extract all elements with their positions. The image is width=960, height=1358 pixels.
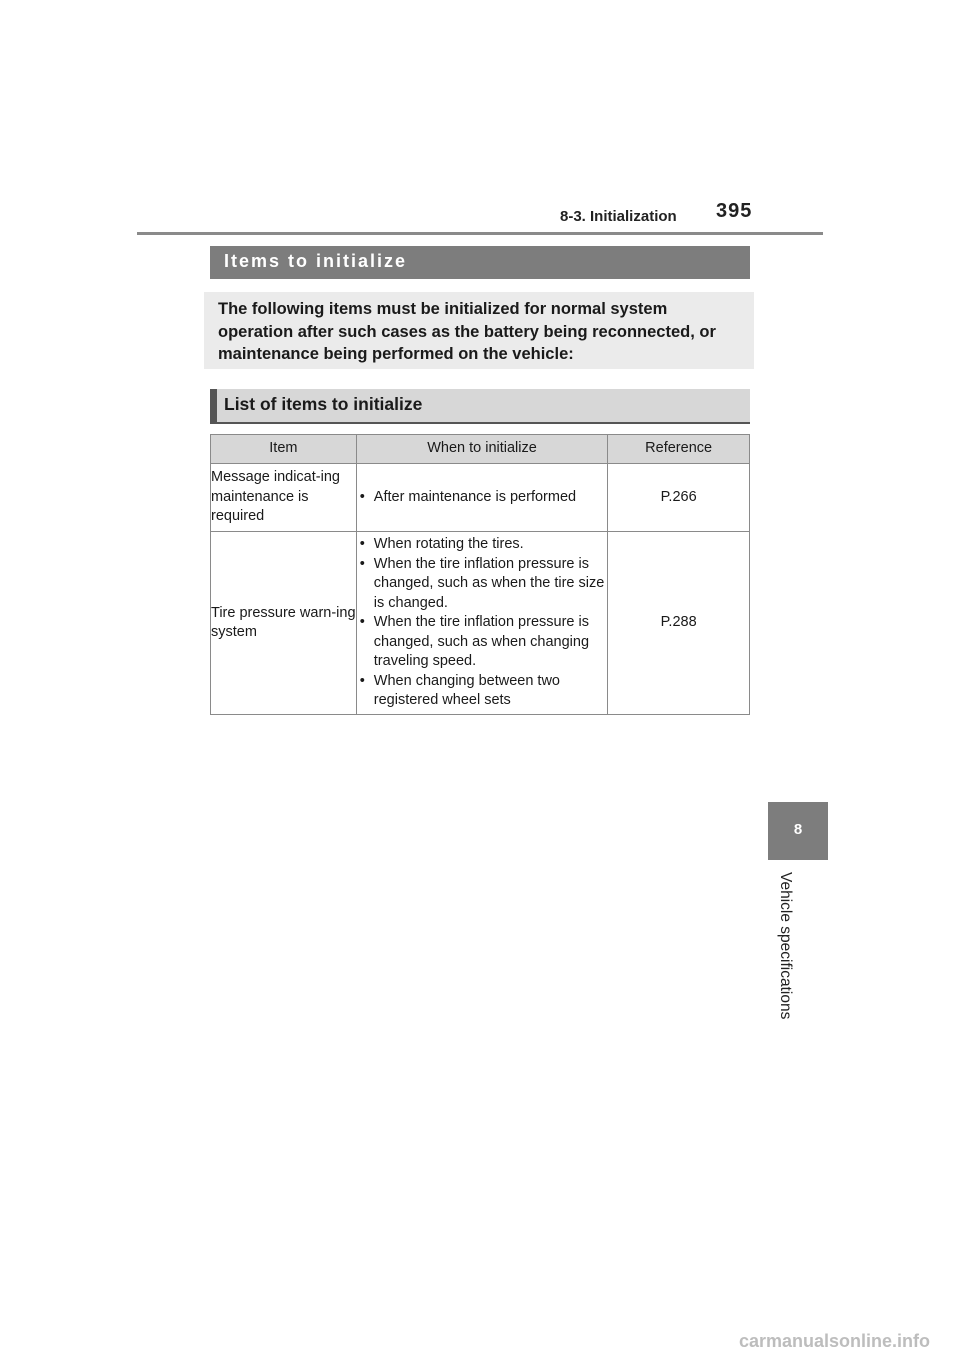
column-header-reference: Reference <box>608 435 750 464</box>
subsection-underline <box>210 422 750 424</box>
subsection-title: List of items to initialize <box>224 394 423 414</box>
column-header-when: When to initialize <box>356 435 607 464</box>
table-header-row <box>211 435 750 464</box>
chapter-tab <box>768 802 828 860</box>
intro-text: The following items must be initialized for normal system operation after such cases as the battery being reconnected, or maintenance being performed on the vehicle: <box>218 300 716 363</box>
watermark: carmanualsonline.info <box>738 1331 930 1351</box>
section-title: Items to initialize <box>224 251 408 271</box>
page-number: 395 <box>716 200 753 222</box>
table-row <box>211 532 750 715</box>
item-cell: Tire pressure warn-ing system <box>211 532 357 715</box>
subsection-title-bar <box>210 389 750 422</box>
item-cell: Message indicat-ing maintenance is required <box>211 464 357 532</box>
when-list-item: • When rotating the tires. <box>359 536 524 553</box>
chapter-label: Vehicle specifications <box>777 872 794 1020</box>
chapter-number: 8 <box>793 821 803 838</box>
reference-cell: P.288 <box>608 532 750 715</box>
when-list-item: • When the tire inflation pressure is changed, such as when the tire size is changed. <box>359 555 605 611</box>
when-list-item: • When changing between two registered wheel sets <box>359 672 560 709</box>
section-header: 8-3. Initialization <box>560 208 677 225</box>
section-title-bar <box>210 246 750 279</box>
initialize-table <box>210 434 750 715</box>
header-divider <box>137 232 823 235</box>
table-row <box>211 464 750 532</box>
column-header-item: Item <box>211 435 357 464</box>
when-cell <box>356 464 607 532</box>
chapter-label-container <box>771 872 795 1037</box>
subsection-accent <box>210 389 217 422</box>
when-list-item: • After maintenance is performed <box>359 488 577 505</box>
intro-box <box>204 292 754 369</box>
reference-cell: P.266 <box>608 464 750 532</box>
when-list-item: • When the tire inflation pressure is changed, such as when changing traveling speed. <box>359 614 590 670</box>
when-cell <box>356 532 607 715</box>
